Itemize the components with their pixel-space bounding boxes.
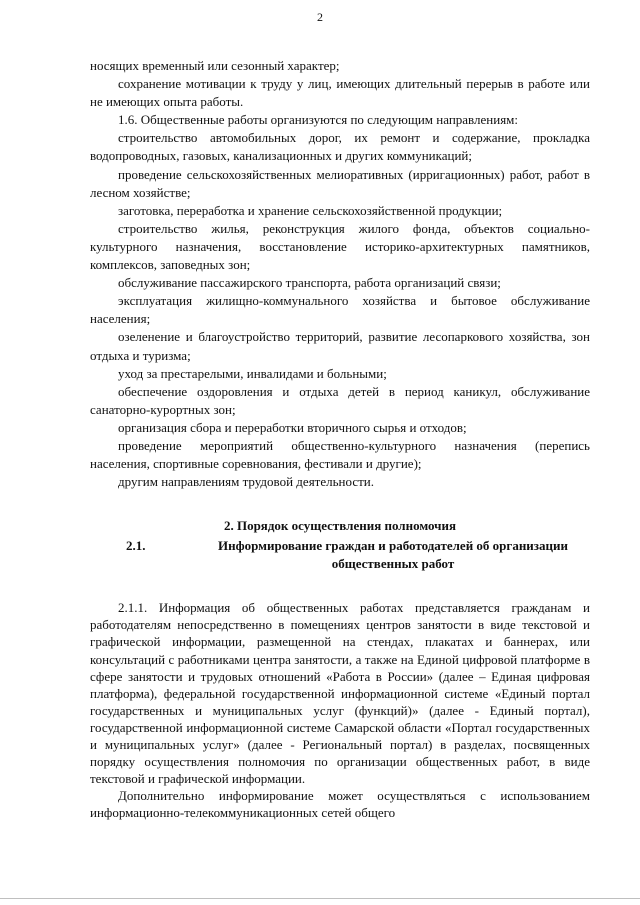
paragraph: другим направлениям трудовой деятельности. [118, 474, 374, 490]
paragraph: заготовка, переработка и хранение сельскохозяйственной продукции; [118, 202, 503, 218]
page-bottom-rule [0, 898, 640, 899]
paragraph: проведение мероприятий общественно-культурного назначения (перепись населения, спортивные соревнования, фестивали и другие); [90, 437, 590, 472]
paragraph: обслуживание пассажирского транспорта, работа организаций связи; [118, 275, 501, 291]
page-number: 2 [317, 10, 323, 24]
subsection-heading [90, 537, 590, 573]
paragraph: строительство жилья, реконструкция жилого фонда, объектов социально-культурного назначения, восстановление историко-архитектурных памятников, комплексов, заповедных зон; [90, 220, 590, 273]
section-heading: 2. Порядок осуществления полномочия [223, 518, 457, 534]
paragraph: уход за престарелыми, инвалидами и больными; [118, 365, 387, 381]
paragraph: проведение сельскохозяйственных мелиоративных (ирригационных) работ, работ в лесном хозяйстве; [90, 166, 590, 200]
paragraph: обеспечение оздоровления и отдыха детей в период каникул, обслуживание санаторно-курортных зон; [90, 383, 590, 417]
subsection-title: Информирование граждан и работодателей об организации общественных работ [217, 538, 568, 572]
paragraph: 1.6. Общественные работы организуются по следующим направлениям: [118, 112, 519, 128]
paragraph: строительство автомобильных дорог, их ремонт и содержание, прокладка водопроводных, газовых, канализационных и других коммуникаций; [90, 130, 590, 164]
paragraph: эксплуатация жилищно-коммунального хозяйства и бытовое обслуживание населения; [90, 293, 590, 327]
paragraph: Дополнительно информирование может осуществляться с использованием информационно-телекоммуникационных сетей общего [90, 788, 590, 821]
subsection-number: 2.1. [126, 538, 146, 554]
paragraph: 2.1.1. Информация об общественных работах представляется гражданам и работодателям непосредственно в помещениях центров занятости в виде текстовой и графической информации, размещенной на стендах, плакатах и баннерах, или консультаций с работниками центра занятости, а также на Единой цифровой платформе в сфере занятости и трудовых отношений «Работа в России» (далее – Единая цифровая платформа), федеральной государственной информационной системе «Единый портал государственных и муниципальных услуг (функций)» (далее - Единый портал), государственной информационной системе Самарской области «Портал государственных и муниципальных услуг» (далее - Региональный портал) в разделах, посвященных порядку осуществления полномочия по организации общественных работ, в виде текстовой и графической информации. [90, 600, 590, 787]
paragraph: носящих временный или сезонный характер; [90, 58, 340, 73]
section-body [90, 599, 590, 821]
paragraph: озеленение и благоустройство территорий, развитие лесопаркового хозяйства, зон отдыха и туризма; [90, 329, 590, 363]
paragraph: сохранение мотивации к труду у лиц, имеющих длительный перерыв в работе или не имеющих опыта работы. [90, 76, 590, 110]
document-body [90, 57, 590, 821]
paragraph: организация сбора и переработки вторичного сырья и отходов; [118, 419, 467, 435]
